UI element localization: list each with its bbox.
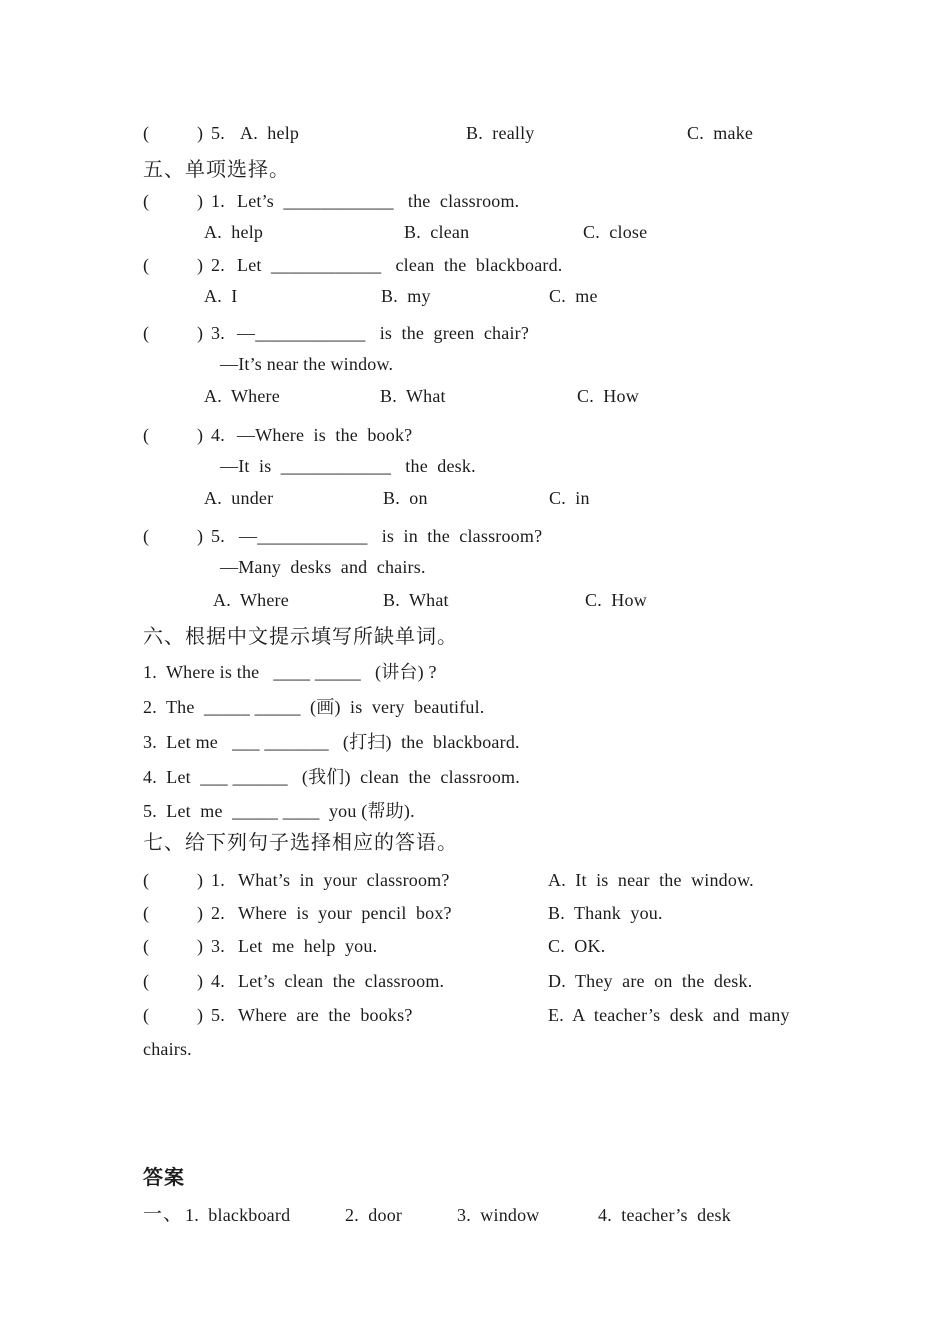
paren-open: (: [143, 1005, 150, 1025]
match-left: What’s in your classroom?: [238, 870, 450, 890]
carryover-options-line: [0, 121, 950, 147]
s7-row-1: [0, 868, 950, 894]
question-number: 5.: [211, 526, 225, 546]
paren-open: (: [143, 425, 150, 445]
s5-q2-options-line: [0, 284, 950, 310]
s5-q2-line: [0, 253, 950, 279]
section5-heading-line: [0, 158, 950, 184]
paren-close: ): [197, 870, 204, 890]
option-b: B. really: [466, 123, 535, 143]
match-left: Where is your pencil box?: [238, 903, 452, 923]
s5-q5-options-line: [0, 588, 950, 614]
option-a: A. help: [204, 222, 264, 242]
question-number: 3.: [211, 323, 225, 343]
reply-text: —It’s near the window.: [220, 354, 394, 374]
match-right: C. OK.: [548, 936, 606, 956]
question-number: 2.: [211, 903, 225, 923]
match-left: Let’s clean the classroom.: [238, 971, 445, 991]
question-number: 1.: [211, 191, 225, 211]
option-a: A. under: [204, 488, 274, 508]
paren-close: ): [197, 903, 204, 923]
s6-item-4: [0, 765, 950, 791]
question-number: 2.: [211, 255, 225, 275]
paren-close: ): [197, 123, 204, 143]
paren-open: (: [143, 870, 150, 890]
paren-close: ): [197, 526, 204, 546]
answer-2: 2. door: [345, 1205, 403, 1225]
match-right: B. Thank you.: [548, 903, 663, 923]
section7-heading-line: [0, 831, 950, 857]
answer-4: 4. teacher’s desk: [598, 1205, 731, 1225]
paren-close: ): [197, 936, 204, 956]
option-a: A. I: [204, 286, 238, 306]
match-right: E. A teacher’s desk and many: [548, 1005, 790, 1025]
answers-heading-line: [0, 1166, 950, 1192]
paren-open: (: [143, 123, 150, 143]
option-c: C. me: [549, 286, 598, 306]
section6-heading: 六、根据中文提示填写所缺单词。: [143, 626, 458, 648]
paren-open: (: [143, 255, 150, 275]
section5-heading: 五、单项选择。: [143, 159, 290, 181]
question-number: 1.: [211, 870, 225, 890]
option-b: B. on: [383, 488, 428, 508]
paren-open: (: [143, 903, 150, 923]
s5-q3-options-line: [0, 384, 950, 410]
match-left: Let me help you.: [238, 936, 378, 956]
s7-row-4: [0, 969, 950, 995]
paren-close: ): [197, 971, 204, 991]
reply-text: —It is ____________ the desk.: [220, 456, 476, 476]
answers-title: 答案: [143, 1167, 185, 1189]
s7-row-3: [0, 934, 950, 960]
paren-open: (: [143, 936, 150, 956]
s5-q5-reply-line: [0, 555, 950, 581]
option-b: B. clean: [404, 222, 470, 242]
question-number: 5.: [211, 123, 225, 143]
question-text: —Where is the book?: [237, 425, 413, 445]
option-a: A. Where: [204, 386, 280, 406]
option-a: A. Where: [213, 590, 289, 610]
s6-item-3: [0, 730, 950, 756]
question-text: Let’s ____________ the classroom.: [237, 191, 520, 211]
question-text: Let ____________ clean the blackboard.: [237, 255, 563, 275]
paren-close: ): [197, 255, 204, 275]
question-number: 4.: [211, 425, 225, 445]
option-c: C. make: [687, 123, 754, 143]
match-left: Where are the books?: [238, 1005, 413, 1025]
s5-q1-line: [0, 189, 950, 215]
answers-line-1: [0, 1203, 950, 1229]
item-text: 1. Where is the ____ _____ (讲台) ?: [143, 662, 437, 682]
paren-open: (: [143, 323, 150, 343]
paren-close: ): [197, 425, 204, 445]
option-c: C. in: [549, 488, 590, 508]
paren-open: (: [143, 191, 150, 211]
option-a: A. help: [240, 123, 300, 143]
paren-open: (: [143, 526, 150, 546]
s5-q4-reply-line: [0, 454, 950, 480]
section6-heading-line: [0, 625, 950, 651]
question-text: —____________ is in the classroom?: [239, 526, 543, 546]
s6-item-5: [0, 799, 950, 825]
paren-open: (: [143, 971, 150, 991]
option-c: C. How: [585, 590, 647, 610]
option-b: B. What: [380, 386, 446, 406]
paren-close: ): [197, 1005, 204, 1025]
question-number: 5.: [211, 1005, 225, 1025]
s6-item-2: [0, 695, 950, 721]
match-right: A. It is near the window.: [548, 870, 754, 890]
s7-row-2: [0, 901, 950, 927]
s5-q1-options-line: [0, 220, 950, 246]
match-right: D. They are on the desk.: [548, 971, 753, 991]
s7-tail-line: [0, 1037, 950, 1063]
question-number: 4.: [211, 971, 225, 991]
item-text: 2. The _____ _____ (画) is very beautiful.: [143, 697, 485, 717]
s6-item-1: [0, 660, 950, 686]
answer-1: 1. blackboard: [185, 1205, 291, 1225]
option-c: C. How: [577, 386, 639, 406]
item-text: 3. Let me ___ _______ (打扫) the blackboard.: [143, 732, 520, 752]
paren-close: ): [197, 191, 204, 211]
question-text: —____________ is the green chair?: [237, 323, 530, 343]
s5-q5-line: [0, 524, 950, 550]
s5-q4-options-line: [0, 486, 950, 512]
paren-close: ): [197, 323, 204, 343]
s5-q3-line: [0, 321, 950, 347]
s5-q4-line: [0, 423, 950, 449]
option-b: B. What: [383, 590, 449, 610]
s5-q3-reply-line: [0, 352, 950, 378]
wrap-text: chairs.: [143, 1039, 192, 1059]
option-c: C. close: [583, 222, 648, 242]
section7-heading: 七、给下列句子选择相应的答语。: [143, 832, 458, 854]
answer-3: 3. window: [457, 1205, 540, 1225]
reply-text: —Many desks and chairs.: [220, 557, 426, 577]
s7-row-5: [0, 1003, 950, 1029]
question-number: 3.: [211, 936, 225, 956]
answers-prefix: 一、: [143, 1204, 184, 1225]
item-text: 5. Let me _____ ____ you (帮助).: [143, 801, 415, 821]
item-text: 4. Let ___ ______ (我们) clean the classroom.: [143, 767, 520, 787]
option-b: B. my: [381, 286, 431, 306]
